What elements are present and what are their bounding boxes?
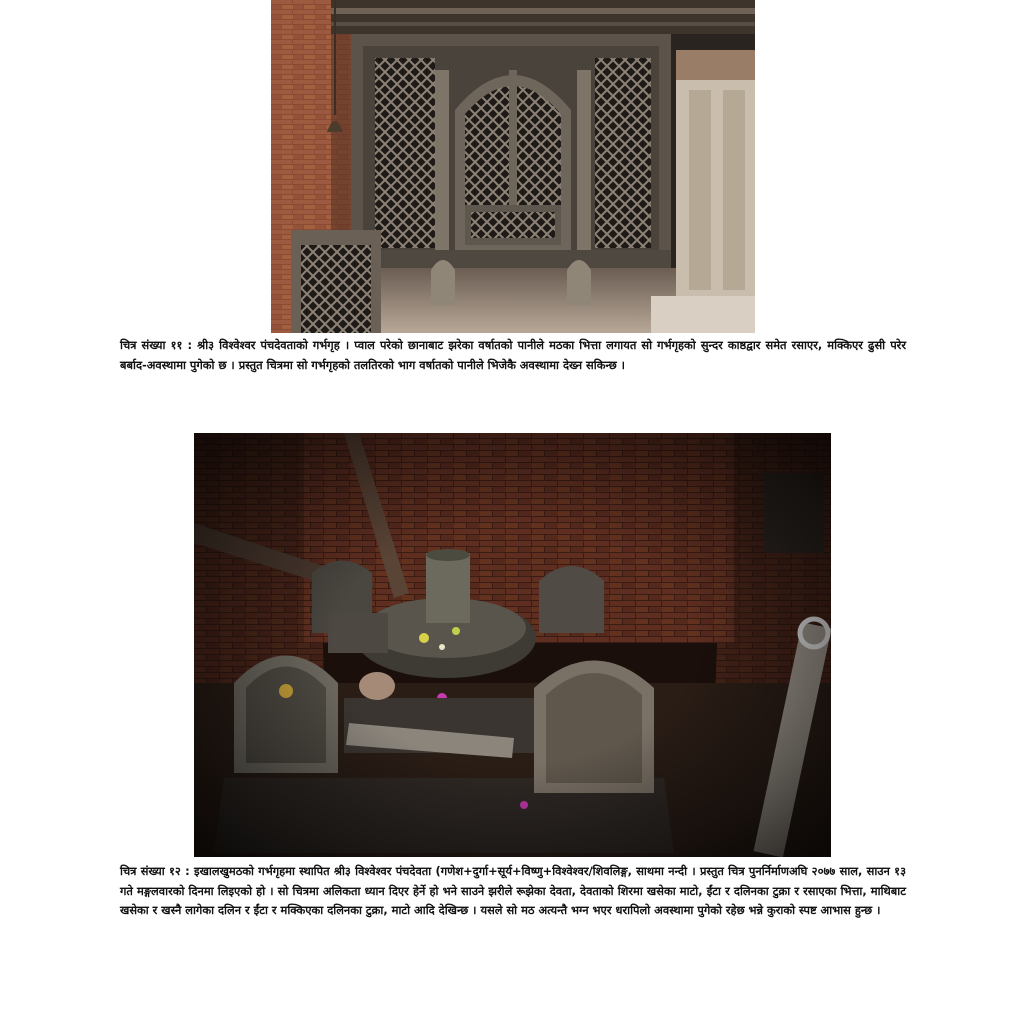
figure-11-caption: चित्र संख्या ११ : श्री३ विश्वेश्वर पंचदेवताको गर्भगृह । प्वाल परेको छानाबाट झरेका वर्षातको पानीले मठका भित्ता लगायत सो गर्भगृहको सुन्दर काष्ठद्वार समेत रसाएर, मक्किएर ढुसी परेर बर्बाद-अवस्थामा पुगेको छ । प्रस्तुत चित्रमा सो गर्भगृहको तलतिरको भाग वर्षातको पानीले भिजेकै अवस्थामा देख्न सकिन्छ ।	[120, 338, 906, 372]
sanctum-doorway-photo	[271, 0, 755, 333]
panchadevata-shrine-photo	[194, 433, 831, 857]
figure-12-caption: चित्र संख्या १२ : इखालखुमठको गर्भगृहमा स्थापित श्री३ विश्वेश्वर पंचदेवता (गणेश+दुर्गा+सूर्य+विष्णु+विश्वेश्वर/शिवलिङ्ग, साथमा नन्दी । प्रस्तुत चित्र पुनर्निर्माणअघि २०७७ साल, साउन १३ गते मङ्गलवारको दिनमा लिइएको हो । सो चित्रमा अलिकता ध्यान दिएर हेर्ने हो भने साउने झरीले रूझेका देवता, देवताको शिरमा खसेका माटो, ईंटा र दलिनका टुक्रा र रसाएका भित्ता, माथिबाट खसेका र खस्नै लागेका दलिन र ईंटा र मक्किएका दलिनका टुक्रा, माटो आदि देखिन्छ । यसले सो मठ अत्यन्तै भग्न भएर धरापिलो अवस्थामा पुगेको रहेछ भन्ने कुराको स्पष्ट आभास हुन्छ ।	[120, 864, 906, 917]
